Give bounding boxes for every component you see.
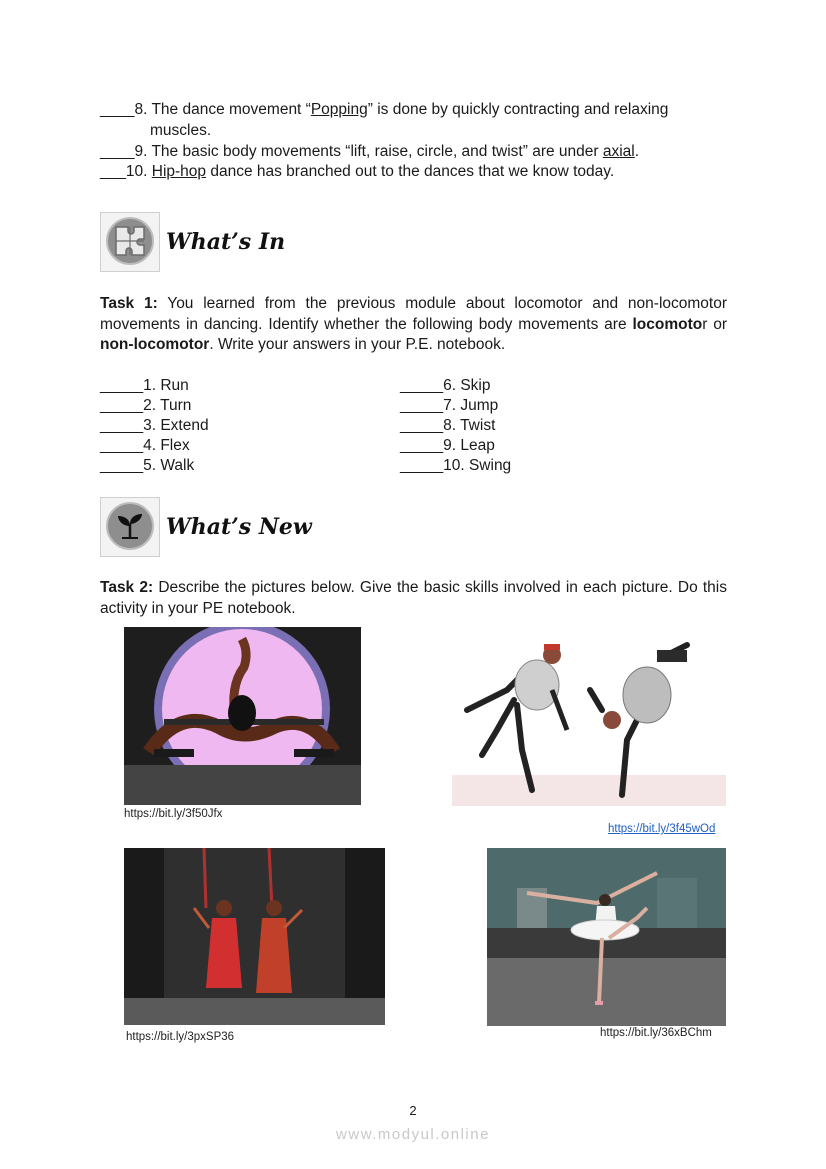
item-number: 9.: [134, 143, 148, 160]
item-text: The dance movement “: [151, 101, 311, 118]
answer-blank: ___: [100, 163, 126, 180]
item-number: 8.: [134, 101, 148, 118]
task-1-item: _____6. Skip: [400, 377, 491, 394]
underlined-term: Popping: [310, 101, 368, 118]
section-title-whats-new: What’s New: [166, 514, 312, 540]
underlined-term: Hip-hop: [151, 163, 207, 180]
image-caption: https://bit.ly/3pxSP36: [126, 1031, 235, 1043]
item-text: The basic body movements “lift, raise, circle, and twist” are under: [151, 143, 603, 160]
image-caption: https://bit.ly/3f50Jfx: [124, 808, 223, 820]
review-item-9: [100, 142, 639, 162]
task-1-item: _____3. Extend: [100, 417, 209, 434]
dance-photo-traditional: [124, 848, 385, 1025]
review-item-8: [100, 100, 668, 120]
item-text: .: [634, 143, 640, 160]
task-1-item: _____8. Twist: [400, 417, 496, 434]
review-item-10: [100, 162, 614, 182]
task-2-instructions: Task 2: Describe the pictures below. Give the basic skills involved in each picture. Do this activity in your PE notebook.: [100, 579, 727, 617]
review-item-8-continuation: muscles.: [150, 122, 212, 139]
task-1-item: _____1. Run: [100, 377, 189, 394]
answer-blank: ____: [100, 143, 135, 160]
watermark: www.modyul.online: [336, 1126, 490, 1143]
task-1-instructions: Task 1: You learned from the previous module about locomotor and non-locomotor movements in dancing. Identify whether the following body movements are locomotor or non-locomotor. Write your answers in your P.E. notebook.: [100, 295, 728, 353]
answer-blank: ____: [100, 101, 135, 118]
dance-photo-ballet: [487, 848, 726, 1026]
task-1-item: _____9. Leap: [400, 437, 495, 454]
section-title-whats-in: What’s In: [166, 229, 286, 255]
sprout-icon: [100, 497, 160, 557]
item-number: 10.: [125, 163, 148, 180]
task-1-item: _____10. Swing: [400, 457, 512, 474]
puzzle-icon: [100, 212, 160, 272]
task-1-item: _____4. Flex: [100, 437, 190, 454]
item-text: ” is done by quickly contracting and relaxing: [367, 101, 669, 118]
dance-photo-breakdance: [452, 630, 726, 806]
task-1-item: _____2. Turn: [100, 397, 192, 414]
image-caption: https://bit.ly/36xBChm: [600, 1027, 712, 1039]
dance-photo-acrobatic: [124, 627, 361, 805]
task-label: Task 1:: [100, 295, 158, 312]
page-number: 2: [409, 1103, 417, 1118]
task-label: Task 2:: [100, 579, 154, 596]
underlined-term: axial: [602, 143, 635, 160]
image-caption-link[interactable]: https://bit.ly/3f45wOd: [608, 823, 716, 835]
task-1-item: _____5. Walk: [100, 457, 195, 474]
task-1-item: _____7. Jump: [400, 397, 499, 414]
item-text: dance has branched out to the dances that we know today.: [206, 163, 615, 180]
